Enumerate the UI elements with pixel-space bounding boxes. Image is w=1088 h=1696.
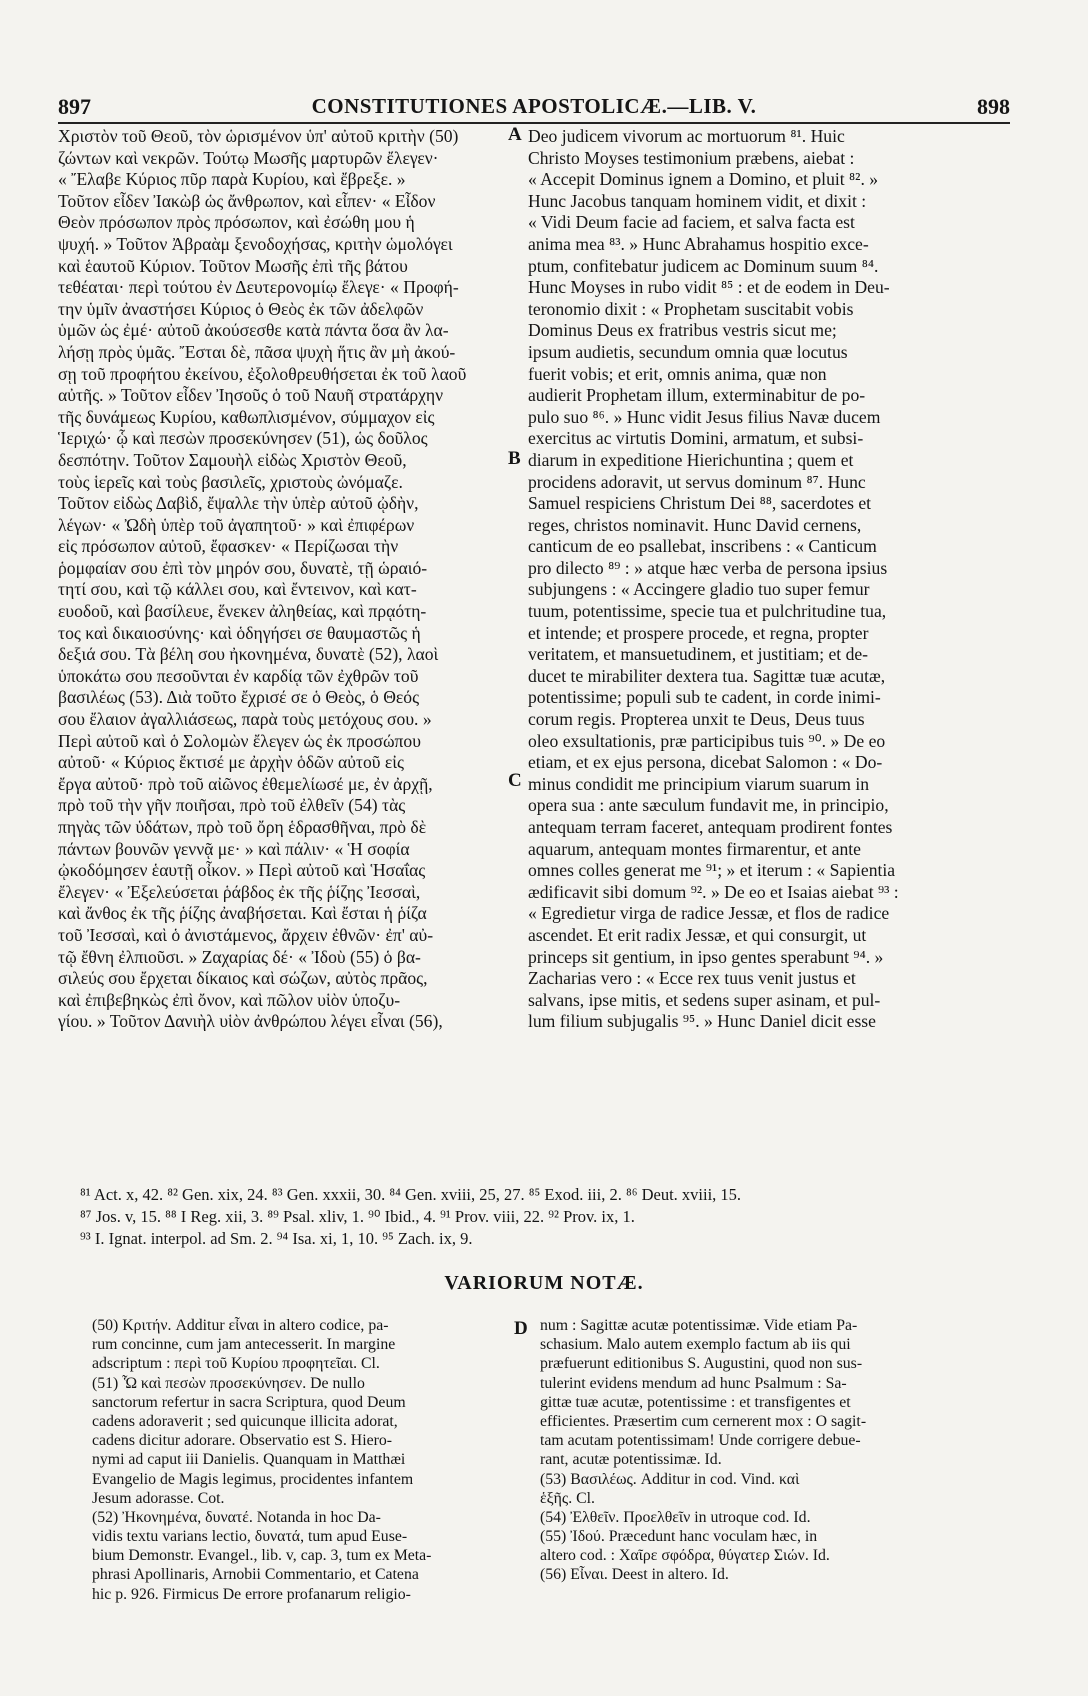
greek-line: ἔργα αὐτοῦ· πρὸ τοῦ αἰῶνος ἐθεμελίωσέ με, ἐν ἀρχῇ,: [58, 773, 433, 794]
note-line: Jesum adorasse. Cot.: [92, 1489, 225, 1507]
latin-line: ptum, confitebatur judicem ac Dominum suum ⁸⁴.: [528, 255, 879, 276]
latin-line: antequam terram faceret, antequam prodirent fontes: [528, 817, 893, 837]
latin-line: canticum de eo psallebat, inscribens : « Canticum: [528, 536, 877, 557]
reference-line: ⁹³ I. Ignat. interpol. ad Sm. 2. ⁹⁴ Isa. xi, 1, 10. ⁹⁵ Zach. ix, 9.: [80, 1229, 473, 1248]
latin-line: pro dilecto ⁸⁹ : » atque hæc verba de persona ipsius: [528, 557, 888, 578]
latin-text-column: [528, 126, 1014, 1033]
latin-line: omnes colles generat me ⁹¹; » et iterum : « Sapientia: [528, 860, 896, 881]
note-line: cadens adoraverit ; sed quicunque illicita adorat,: [92, 1412, 398, 1430]
latin-line: Hunc Moyses in rubo vidit ⁸⁵ : et de eodem in Deu-: [528, 277, 890, 298]
latin-line: oleo exsultationis, præ participibus tuis ⁹⁰. » De eo: [528, 730, 886, 751]
greek-line: πάντων βουνῶν γεννᾷ με· » καὶ πάλιν· « Ἡ σοφία: [58, 838, 410, 859]
greek-line: λέγων· « Ὠδὴ ὑπὲρ τοῦ ἀγαπητοῦ· » καὶ ἐπιφέρων: [58, 514, 415, 535]
greek-line: αὐτοῦ· « Κύριος ἔκτισέ με ἀρχὴν ὁδῶν αὐτοῦ εἰς: [58, 752, 404, 773]
latin-line: audierit Prophetam illum, exterminabitur de po-: [528, 385, 866, 406]
section-marker-d: D: [514, 1318, 528, 1339]
latin-line: subjungens : « Accingere gladio tuo super femur: [528, 579, 870, 600]
latin-line: diarum in expeditione Hierichuntina ; quem et: [528, 449, 854, 470]
greek-line: ᾠκοδόμησεν ἑαυτῇ οἶκον. » Περὶ αὐτοῦ καὶ Ἡσαΐας: [58, 860, 426, 881]
latin-line: anima mea ⁸³. » Hunc Abrahamus hospitio exce-: [528, 233, 869, 254]
latin-line: Zacharias vero : « Ecce rex tuus venit justus et: [528, 968, 856, 989]
greek-line: « Ἔλαβε Κύριος πῦρ παρὰ Κυρίου, καὶ ἔβρεξε. »: [58, 169, 406, 190]
greek-line: πηγὰς τῶν ὑδάτων, πρὸ τοῦ ὄρη ἑδρασθῆναι, πρὸ δὲ: [58, 817, 427, 837]
greek-line: σιλεύς σου ἔρχεται δίκαιος καὶ σώζων, αὐτὸς πρᾶος,: [58, 968, 428, 989]
latin-line: potentissime; populi sub te cadent, in corde inimi-: [528, 687, 881, 708]
latin-line: reges, christos nominavit. Hunc David cernens,: [528, 514, 862, 535]
greek-line: δεσπότην. Τοῦτον Σαμουὴλ εἰδὼς Χριστὸν Θεοῦ,: [58, 449, 407, 470]
greek-line: λήσῃ πρὸς ὑμᾶς. Ἔσται δὲ, πᾶσα ψυχὴ ἥτις ἂν μὴ ἀκού-: [58, 341, 456, 362]
greek-line: τοὺς ἱερεῖς καὶ τοὺς βασιλεῖς, χριστοὺς ὠνόμαζε.: [58, 471, 403, 492]
greek-line: Θεὸν πρόσωπον πρὸς πρόσωπον, καὶ ἐσώθη μου ἡ: [58, 212, 415, 233]
greek-line: καὶ ἄνθος ἐκ τῆς ῥίζης ἀναβήσεται. Καὶ ἔσται ἡ ῥίζα: [58, 903, 427, 924]
latin-line: Christo Moyses testimonium præbens, aiebat :: [528, 147, 855, 168]
note-line: nymi ad caput iii Danielis. Quanquam in Matthæi: [92, 1451, 406, 1469]
note-line: rum concinne, cum jam antecesserit. In margine: [92, 1336, 396, 1354]
greek-line: Χριστὸν τοῦ Θεοῦ, τὸν ὡρισμένον ὑπ' αὐτοῦ κριτὴν (50): [58, 126, 459, 146]
greek-line: εἰς πρόσωπον αὐτοῦ, ἔφασκεν· « Περίζωσαι τὴν: [58, 536, 399, 557]
greek-line: αὐτῆς. » Τοῦτον εἶδεν Ἰησοῦς ὁ τοῦ Ναυῆ στρατάρχην: [58, 385, 444, 406]
greek-line: τεθέαται· περὶ τούτου ἐν Δευτερονομίῳ ἔλεγε· « Προφή-: [58, 277, 459, 298]
greek-line: ῥομφαίαν σου ἐπὶ τὸν μηρόν σου, δυνατὲ, τῇ ὡραιό-: [58, 557, 428, 578]
note-line: adscriptum : περὶ τοῦ Κυρίου προφητεῖαι. Cl.: [92, 1355, 380, 1373]
latin-line: salvans, ipse mitis, et sedens super asinam, et pul-: [528, 989, 881, 1010]
latin-line: lum filium subjugalis ⁹⁵. » Hunc Daniel dicit esse: [528, 1011, 876, 1032]
note-line: (55) Ἰδού. Præcedunt hanc voculam hæc, in: [540, 1528, 818, 1546]
greek-line: ἔλεγεν· « Ἐξελεύσεται ῥάβδος ἐκ τῆς ῥίζης Ἰεσσαὶ,: [58, 881, 421, 902]
greek-line: γίου. » Τοῦτον Δανιὴλ υἱὸν ἀνθρώπου λέγει εἶναι (56),: [58, 1011, 443, 1032]
latin-line: fuerit vobis; et erit, omnis anima, quæ non: [528, 363, 827, 384]
latin-line: minus condidit me principium viarum suarum in: [528, 773, 870, 794]
note-line: num : Sagittæ acutæ potentissimæ. Vide etiam Pa-: [540, 1317, 858, 1334]
note-line: (52) Ἠκονημένα, δυνατέ. Notanda in hoc Da-: [92, 1508, 381, 1526]
greek-line: την ὑμῖν ἀναστήσει Κύριος ὁ Θεὸς ἐκ τῶν ἀδελφῶν: [58, 298, 424, 319]
greek-line: ψυχή. » Τοῦτον Ἀβραὰμ ξενοδοχήσας, κριτὴν ὡμολόγει: [58, 233, 453, 254]
greek-line: Ἱεριχώ· ᾧ καὶ πεσὼν προσεκύνησεν (51), ὡς δοῦλος: [58, 428, 428, 449]
notes-right-column: [540, 1316, 1010, 1585]
note-line: tam acutam potentissimam! Unde corrigere debue-: [540, 1432, 861, 1450]
greek-text-column: [58, 126, 506, 1033]
note-line: (56) Εἶναι. Deest in altero. Id.: [540, 1566, 729, 1584]
note-line: gittæ tuæ acutæ, potentissime : et transfigentes et: [540, 1393, 851, 1411]
note-line: (54) Ἐλθεῖν. Προελθεῖν in utroque cod. Id.: [540, 1508, 811, 1526]
note-line: (50) Κριτήν. Additur εἶναι in altero codice, pa-: [92, 1317, 389, 1334]
note-line: tulerint evidens mendum ad hunc Psalmum : Sa-: [540, 1374, 847, 1392]
greek-line: τῆς δυνάμεως Κυρίου, καθωπλισμένον, σύμμαχον εἰς: [58, 406, 435, 427]
greek-line: Περὶ αὐτοῦ καὶ ὁ Σολομὼν ἔλεγεν ὡς ἐκ προσώπου: [58, 730, 421, 751]
latin-line: et intende; et prospere procede, et regna, propter: [528, 622, 869, 643]
notes-left-column: [92, 1316, 510, 1604]
running-title: CONSTITUTIONES APOSTOLICÆ.—LIB. V.: [311, 94, 757, 118]
latin-line: ipsum audietis, secundum omnia quæ locutus: [528, 341, 848, 362]
note-line: rant, acutæ potentissimæ. Id.: [540, 1451, 722, 1469]
note-line: ἑξῆς. Cl.: [540, 1489, 595, 1507]
greek-line: τητί σου, καὶ τῷ κάλλει σου, καὶ ἔντεινον, καὶ κατ-: [58, 579, 417, 600]
latin-line: ascendet. Et erit radix Jessæ, et qui consurgit, ut: [528, 924, 867, 945]
greek-line: σῃ τοῦ προφήτου ἐκείνου, ἐξολοθρευθήσεται ἐκ τοῦ λαοῦ: [58, 363, 467, 384]
greek-line: καὶ ἐπιβεβηκὼς ἐπὶ ὄνον, καὶ πῶλον υἱὸν ὑποζυ-: [58, 989, 401, 1010]
note-line: bium Demonstr. Evangel., lib. v, cap. 3, tum ex Meta-: [92, 1547, 432, 1565]
greek-line: ὑποκάτω σου πεσοῦνται ἐν καρδίᾳ τῶν ἐχθρῶν τοῦ: [58, 665, 419, 686]
greek-line: τῷ ἔθνη ἐλπιοῦσι. » Ζαχαρίας δέ· « Ἰδοὺ (55) ὁ βα-: [58, 946, 421, 967]
latin-line: veritatem, et mansuetudinem, et justitiam; et de-: [528, 644, 869, 665]
reference-line: ⁸¹ Act. x, 42. ⁸² Gen. xix, 24. ⁸³ Gen. xxxii, 30. ⁸⁴ Gen. xviii, 25, 27. ⁸⁵ Exod. iii, 2. ⁸⁶ Deut. xviii, 15.: [80, 1185, 742, 1204]
latin-line: opera sua : ante sæculum fundavit me, in principio,: [528, 795, 889, 816]
note-line: schasium. Malo autem exemplo factum ab iis qui: [540, 1336, 851, 1354]
note-line: sanctorum refertur in sacra Scriptura, quod Deum: [92, 1393, 406, 1411]
note-line: Evangelio de Magis legimus, procidentes infantem: [92, 1470, 414, 1488]
scripture-references: [80, 1184, 1010, 1250]
latin-line: « Egredietur virga de radice Jessæ, et flos de radice: [528, 903, 890, 924]
latin-line: Hunc Jacobus tanquam hominem vidit, et dixit :: [528, 190, 867, 211]
note-line: hic p. 926. Firmicus De errore profanarum religio-: [92, 1585, 411, 1603]
greek-line: καὶ ἑαυτοῦ Κύριον. Τοῦτον Μωσῆς ἐπὶ τῆς βάτου: [58, 255, 408, 276]
reference-line: ⁸⁷ Jos. v, 15. ⁸⁸ I Reg. xii, 3. ⁸⁹ Psal. xliv, 1. ⁹⁰ Ibid., 4. ⁹¹ Prov. viii, 22. ⁹² Prov. ix, 1.: [80, 1207, 635, 1226]
greek-line: σου ἔλαιον ἀγαλλιάσεως, παρὰ τοὺς μετόχους σου. »: [58, 709, 432, 730]
latin-line: etiam, et ex ejus persona, dicebat Salomon : « Do-: [528, 752, 883, 773]
greek-line: ευοδοῦ, καὶ βασίλευε, ἕνεκεν ἀληθείας, καὶ πρᾳότη-: [58, 601, 427, 622]
greek-line: τοῦ Ἰεσσαὶ, καὶ ὁ ἀνιστάμενος, ἄρχειν ἐθνῶν· ἐπ' αὐ-: [58, 924, 434, 945]
latin-line: procidens adoravit, ut servus dominum ⁸⁷. Hunc: [528, 471, 866, 492]
greek-line: πρὸ τοῦ τὴν γῆν ποιῆσαι, πρὸ τοῦ ἐλθεῖν (54) τὰς: [58, 795, 406, 816]
note-line: cadens dicitur adorare. Observatio est S. Hiero-: [92, 1432, 393, 1450]
latin-line: pulo suo ⁸⁶. » Hunc vidit Jesus filius Navæ ducem: [528, 406, 881, 427]
latin-line: princeps sit gentium, in ipso gentes sperabunt ⁹⁴. »: [528, 946, 884, 967]
section-marker-c: C: [508, 770, 522, 791]
latin-line: ducet te mirabiliter dextera tua. Sagittæ tuæ acutæ,: [528, 665, 886, 686]
greek-line: τος καὶ δικαιοσύνης· καὶ ὁδηγήσει σε θαυμαστῶς ἡ: [58, 622, 421, 643]
note-line: præfuerunt editionibus S. Augustini, quod non sus-: [540, 1355, 863, 1373]
latin-line: ædificavit sibi domum ⁹². » De eo et Isaias aiebat ⁹³ :: [528, 881, 899, 902]
note-line: altero cod. : Χαῖρε σφόδρα, θύγατερ Σιών. Id.: [540, 1547, 830, 1565]
latin-line: corum regis. Propterea unxit te Deus, Deus tuus: [528, 709, 865, 730]
latin-line: « Accepit Dominus ignem a Domino, et pluit ⁸². »: [528, 169, 879, 190]
latin-line: Deo judicem vivorum ac mortuorum ⁸¹. Huic: [528, 126, 845, 146]
section-marker-b: B: [508, 448, 521, 469]
latin-line: Samuel respiciens Christum Dei ⁸⁸, sacerdotes et: [528, 493, 872, 514]
latin-line: exercitus ac virtutis Domini, armatum, et subsi-: [528, 428, 864, 449]
latin-line: teronomio dixit : « Prophetam suscitabit vobis: [528, 298, 854, 319]
greek-line: δεξιά σου. Τὰ βέλη σου ἠκονημένα, δυνατὲ (52), λαοὶ: [58, 644, 439, 665]
greek-line: βασιλέως (53). Διὰ τοῦτο ἔχρισέ σε ὁ Θεὸς, ὁ Θεός: [58, 687, 420, 708]
greek-line: ζώντων καὶ νεκρῶν. Τούτῳ Μωσῆς μαρτυρῶν ἔλεγεν·: [58, 147, 439, 168]
section-marker-a: A: [508, 124, 522, 145]
note-line: (53) Βασιλέως. Additur in cod. Vind. καὶ: [540, 1470, 800, 1488]
note-line: (51) Ὧ καὶ πεσὼν προσεκύνησεν. De nullo: [92, 1374, 365, 1392]
greek-line: ὑμῶν ὡς ἐμέ· αὐτοῦ ἀκούσεσθε κατὰ πάντα ὅσα ἂν λα-: [58, 320, 449, 341]
greek-line: Τοῦτον εἶδεν Ἰακὼβ ὡς ἄνθρωπον, καὶ εἶπεν· « Εἶδον: [58, 190, 436, 211]
latin-line: tuum, potentissime, specie tua et pulchritudine tua,: [528, 601, 887, 622]
page-number-right: 898: [977, 94, 1010, 119]
note-line: vidis textu varians lectio, δυνατά, tum apud Euse-: [92, 1528, 408, 1546]
page-number-left: 897: [58, 94, 91, 119]
note-line: phrasi Apollinaris, Arnobii Commentario, et Catena: [92, 1566, 419, 1584]
latin-line: Dominus Deus ex fratribus vestris sicut me;: [528, 320, 837, 341]
notes-heading: VARIORUM NOTÆ.: [444, 1272, 644, 1294]
note-line: efficientes. Præsertim cum cernerent mox : O sagit-: [540, 1412, 867, 1430]
running-header: [58, 92, 1010, 124]
greek-line: Τοῦτον εἰδὼς Δαβὶδ, ἔψαλλε τὴν ὑπὲρ αὐτοῦ ᾠδὴν,: [58, 493, 419, 514]
latin-line: aquarum, antequam montes firmarentur, et ante: [528, 838, 861, 859]
latin-line: « Vidi Deum facie ad faciem, et salva facta est: [528, 212, 855, 233]
